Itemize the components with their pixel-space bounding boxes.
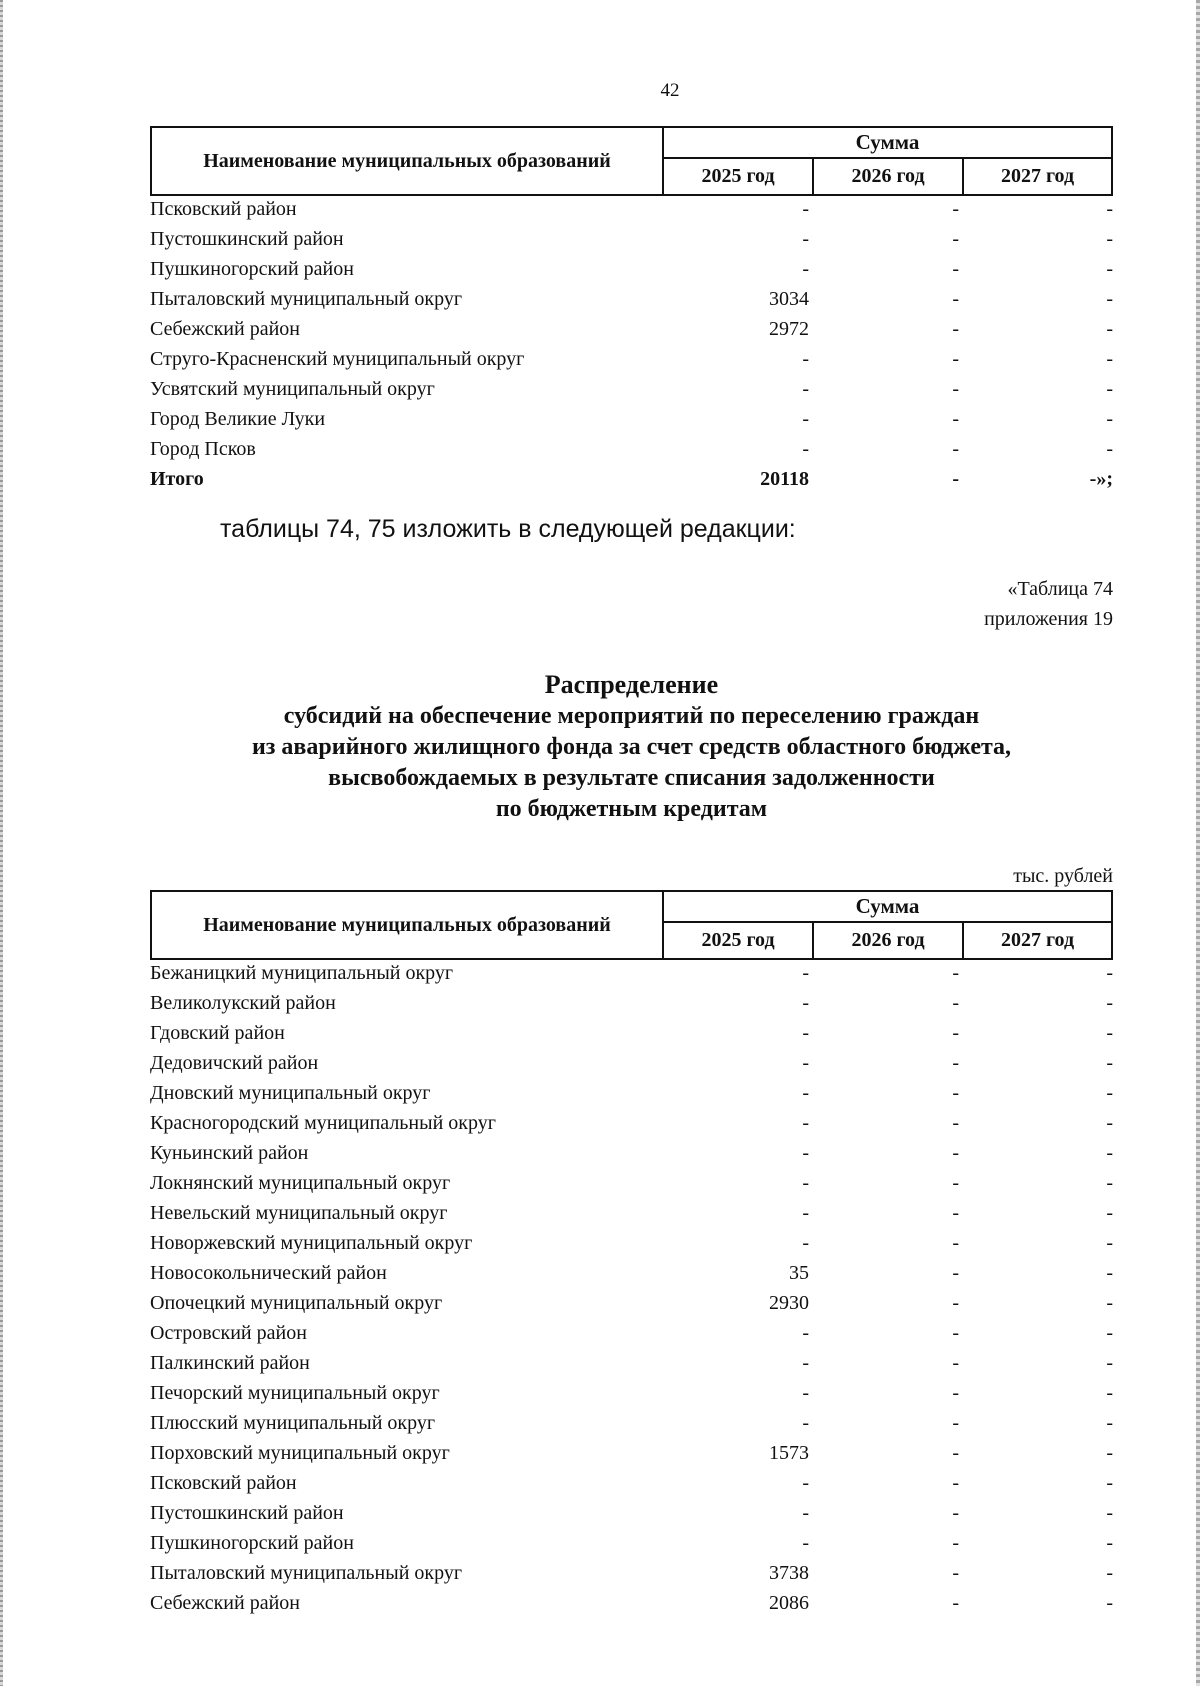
- value-2026: -: [952, 1382, 959, 1404]
- value-2025: -: [802, 1202, 809, 1224]
- table-row: [150, 436, 1113, 466]
- table-row: [150, 1530, 1113, 1560]
- value-2027: -: [1106, 1172, 1113, 1194]
- value-2026: -: [952, 1592, 959, 1614]
- row-name: Бежаницкий муниципальный округ: [150, 962, 454, 984]
- value-2025: -: [802, 1382, 809, 1404]
- row-name: Пустошкинский район: [150, 1502, 344, 1524]
- row-name: Палкинский район: [150, 1352, 310, 1374]
- value-2025: -: [802, 1022, 809, 1044]
- table-row: [150, 256, 1113, 286]
- value-2025: 2086: [769, 1592, 809, 1614]
- title-line: субсидий на обеспечение мероприятий по переселению граждан: [283, 703, 980, 729]
- row-name: Дновский муниципальный округ: [150, 1082, 431, 1104]
- value-2027: -: [1106, 1082, 1113, 1104]
- table-row: [150, 1050, 1113, 1080]
- value-2026: -: [952, 1502, 959, 1524]
- value-2025: -: [802, 1232, 809, 1254]
- value-2025: -: [802, 992, 809, 1014]
- value-2027: -: [1106, 318, 1113, 340]
- value-2027: -: [1106, 992, 1113, 1014]
- row-name: Невельский муниципальный округ: [150, 1202, 448, 1224]
- value-2026: -: [952, 408, 959, 430]
- header-year-2026: 2026 год: [814, 923, 964, 958]
- table-row: [150, 1260, 1113, 1290]
- value-2027: -: [1106, 1322, 1113, 1344]
- title-main: Распределение: [544, 670, 719, 699]
- value-2026: -: [952, 1532, 959, 1554]
- value-2025: 2930: [769, 1292, 809, 1314]
- title-line: по бюджетным кредитам: [495, 796, 768, 822]
- value-2027: -: [1106, 1052, 1113, 1074]
- table-row: [150, 1320, 1113, 1350]
- header-year-2027: 2027 год: [1000, 929, 1075, 951]
- value-2026: -: [952, 1412, 959, 1434]
- row-name: Пыталовский муниципальный округ: [150, 288, 463, 310]
- value-2026: -: [952, 318, 959, 340]
- value-2027: -: [1106, 1262, 1113, 1284]
- value-2025: -: [802, 408, 809, 430]
- header-name-column: Наименование муниципальных образований: [152, 128, 664, 194]
- value-2025: -: [802, 1322, 809, 1344]
- value-2026: -: [952, 1232, 959, 1254]
- table-row: [150, 1140, 1113, 1170]
- value-2025: 2972: [769, 318, 809, 340]
- value-2025: -: [802, 378, 809, 400]
- value-2025: -: [802, 258, 809, 280]
- value-2027: -: [1106, 1532, 1113, 1554]
- table-row: [150, 1020, 1113, 1050]
- value-2025: -: [802, 1412, 809, 1434]
- value-2026: -: [952, 258, 959, 280]
- total-2025: 20118: [760, 468, 809, 490]
- row-name: Опочецкий муниципальный округ: [150, 1292, 443, 1314]
- total-2027: -»;: [1089, 468, 1113, 490]
- table-row: [150, 1350, 1113, 1380]
- table-row: [150, 1560, 1113, 1590]
- table-row: [150, 1080, 1113, 1110]
- table-row: [150, 226, 1113, 256]
- value-2025: -: [802, 1532, 809, 1554]
- table-row: [150, 1410, 1113, 1440]
- value-2026: -: [952, 1112, 959, 1134]
- value-2026: -: [952, 1142, 959, 1164]
- value-2027: -: [1106, 378, 1113, 400]
- total-2026: -: [952, 468, 959, 490]
- row-name: Город Великие Луки: [150, 408, 326, 430]
- value-2025: -: [802, 1052, 809, 1074]
- value-2025: -: [802, 438, 809, 460]
- value-2026: -: [952, 1442, 959, 1464]
- value-2027: -: [1106, 1502, 1113, 1524]
- table-row: [150, 286, 1113, 316]
- value-2025: -: [802, 1472, 809, 1494]
- row-name: Город Псков: [150, 438, 256, 460]
- row-name: Пустошкинский район: [150, 228, 344, 250]
- value-2026: -: [952, 1472, 959, 1494]
- value-2026: -: [952, 1352, 959, 1374]
- value-2027: -: [1106, 1142, 1113, 1164]
- value-2027: -: [1106, 1232, 1113, 1254]
- row-name: Новосокольнический район: [150, 1262, 387, 1284]
- row-name: Себежский район: [150, 1592, 300, 1614]
- title-line: высвобождаемых в результате списания задолженности: [328, 765, 935, 791]
- value-2025: 3034: [769, 288, 809, 310]
- table-row: [150, 1380, 1113, 1410]
- value-2026: -: [952, 1082, 959, 1104]
- table-74: [150, 890, 1113, 1620]
- table-row: [150, 1170, 1113, 1200]
- row-name: Печорский муниципальный округ: [150, 1382, 440, 1404]
- value-2027: -: [1106, 438, 1113, 460]
- value-2026: -: [952, 962, 959, 984]
- value-2027: -: [1106, 1112, 1113, 1134]
- value-2027: -: [1106, 962, 1113, 984]
- value-2027: -: [1106, 1352, 1113, 1374]
- value-2025: -: [802, 962, 809, 984]
- value-2025: -: [802, 348, 809, 370]
- title-line: из аварийного жилищного фонда за счет средств областного бюджета,: [251, 734, 1012, 760]
- table-row: [150, 1470, 1113, 1500]
- value-2027: -: [1106, 228, 1113, 250]
- value-2027: -: [1106, 408, 1113, 430]
- value-2026: -: [952, 1562, 959, 1584]
- table-previous: [150, 126, 1113, 496]
- value-2025: -: [802, 1172, 809, 1194]
- value-2026: -: [952, 992, 959, 1014]
- value-2027: -: [1106, 1382, 1113, 1404]
- value-2026: -: [952, 1292, 959, 1314]
- instruction-text: таблицы 74, 75 изложить в следующей редакции:: [220, 515, 796, 543]
- table-body: [150, 196, 1113, 496]
- page-number: 42: [660, 80, 680, 101]
- value-2025: 3738: [769, 1562, 809, 1584]
- table-row: [150, 1590, 1113, 1620]
- table-row: [150, 1500, 1113, 1530]
- table-caption-appendix: приложения 19: [984, 608, 1113, 630]
- value-2026: -: [952, 1262, 959, 1284]
- units-label: тыс. рублей: [1013, 865, 1113, 887]
- value-2027: -: [1106, 1412, 1113, 1434]
- row-name: Псковский район: [150, 198, 297, 220]
- row-name: Усвятский муниципальный округ: [150, 378, 435, 400]
- table-header: [150, 126, 1113, 196]
- header-name-column: Наименование муниципальных образований: [152, 892, 664, 958]
- value-2027: -: [1106, 1442, 1113, 1464]
- table-header: [150, 890, 1113, 960]
- table-row: [150, 1290, 1113, 1320]
- value-2025: -: [802, 1352, 809, 1374]
- value-2026: -: [952, 1322, 959, 1344]
- value-2027: -: [1106, 1592, 1113, 1614]
- total-label: Итого: [150, 468, 204, 490]
- row-name: Плюсский муниципальный округ: [150, 1412, 436, 1434]
- value-2025: 1573: [769, 1442, 809, 1464]
- row-name: Великолукский район: [150, 992, 336, 1014]
- value-2027: -: [1106, 1562, 1113, 1584]
- document-title: [150, 668, 1113, 825]
- table-caption-number: «Таблица 74: [1007, 578, 1113, 600]
- header-sum: Сумма: [664, 128, 1111, 159]
- table-body: [150, 960, 1113, 1620]
- table-row: [150, 1230, 1113, 1260]
- value-2026: -: [952, 228, 959, 250]
- value-2025: -: [802, 1502, 809, 1524]
- row-name: Себежский район: [150, 318, 300, 340]
- scan-edge-right: [1196, 0, 1200, 1686]
- row-name: Локнянский муниципальный округ: [150, 1172, 451, 1194]
- row-name: Куньинский район: [150, 1142, 309, 1164]
- value-2027: -: [1106, 1022, 1113, 1044]
- value-2027: -: [1106, 348, 1113, 370]
- table-row: [150, 1110, 1113, 1140]
- value-2025: 35: [789, 1262, 809, 1284]
- value-2025: -: [802, 1082, 809, 1104]
- value-2026: -: [952, 1172, 959, 1194]
- row-name: Пыталовский муниципальный округ: [150, 1562, 463, 1584]
- table-row: [150, 1200, 1113, 1230]
- header-year-2025: 2025 год: [664, 923, 814, 958]
- value-2027: -: [1106, 288, 1113, 310]
- scan-edge-left: [0, 0, 3, 1686]
- table-row: [150, 990, 1113, 1020]
- value-2026: -: [952, 1202, 959, 1224]
- value-2027: -: [1106, 198, 1113, 220]
- row-name: Новоржевский муниципальный округ: [150, 1232, 473, 1254]
- value-2026: -: [952, 288, 959, 310]
- row-name: Дедовичский район: [150, 1052, 319, 1074]
- header-year-2027: 2027 год: [1000, 165, 1075, 187]
- value-2026: -: [952, 378, 959, 400]
- value-2026: -: [952, 348, 959, 370]
- header-sum: Сумма: [664, 892, 1111, 923]
- table-row: [150, 1440, 1113, 1470]
- table-row-total: [150, 466, 1113, 496]
- row-name: Гдовский район: [150, 1022, 285, 1044]
- row-name: Пушкиногорский район: [150, 258, 354, 280]
- value-2025: -: [802, 198, 809, 220]
- row-name: Пушкиногорский район: [150, 1532, 354, 1554]
- table-row: [150, 960, 1113, 990]
- value-2025: -: [802, 228, 809, 250]
- table-row: [150, 376, 1113, 406]
- header-year-2025: 2025 год: [664, 159, 814, 194]
- value-2027: -: [1106, 1472, 1113, 1494]
- row-name: Островский район: [150, 1322, 307, 1344]
- value-2027: -: [1106, 258, 1113, 280]
- value-2026: -: [952, 1052, 959, 1074]
- table-row: [150, 316, 1113, 346]
- value-2025: -: [802, 1142, 809, 1164]
- value-2027: -: [1106, 1292, 1113, 1314]
- header-year-2026: 2026 год: [814, 159, 964, 194]
- row-name: Псковский район: [150, 1472, 297, 1494]
- row-name: Порховский муниципальный округ: [150, 1442, 450, 1464]
- value-2025: -: [802, 1112, 809, 1134]
- value-2026: -: [952, 198, 959, 220]
- table-row: [150, 196, 1113, 226]
- value-2026: -: [952, 1022, 959, 1044]
- value-2026: -: [952, 438, 959, 460]
- row-name: Струго-Красненский муниципальный округ: [150, 348, 525, 370]
- row-name: Красногородский муниципальный округ: [150, 1112, 496, 1134]
- table-row: [150, 406, 1113, 436]
- value-2027: -: [1106, 1202, 1113, 1224]
- table-row: [150, 346, 1113, 376]
